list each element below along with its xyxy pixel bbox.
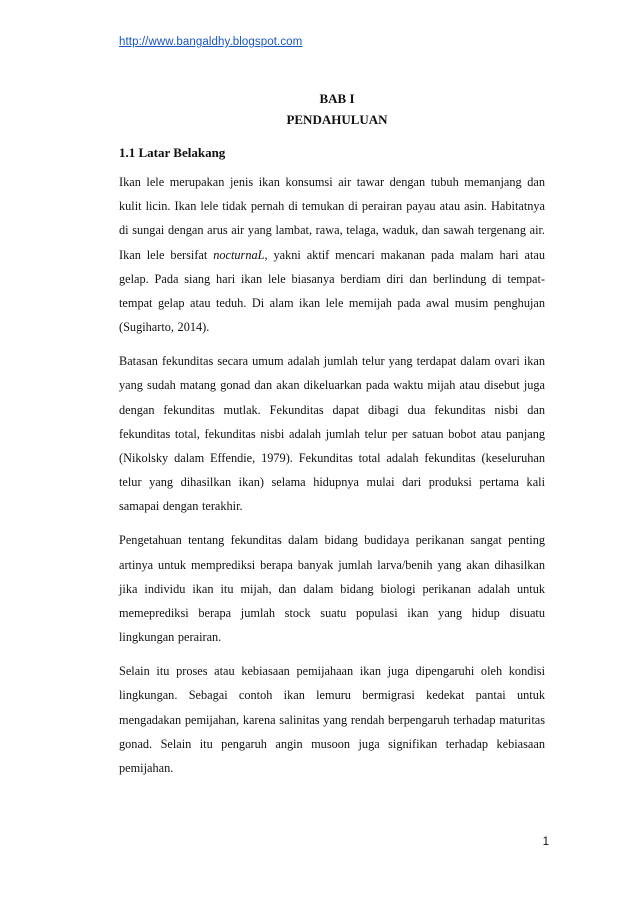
- body-text: [119, 170, 545, 790]
- section-heading: 1.1 Latar Belakang: [119, 145, 226, 160]
- chapter-title: PENDAHULUAN: [286, 112, 388, 127]
- paragraph-1-text-b: , yakni aktif mencari makanan pada malam hari atau gelap. Pada siang hari ikan lele biasanya berdiam diri dan berlindung di tempat-tempat gelap atau teduh. Di alam ikan lele memijah pada awal musim penghujan (Sugiharto, 2014).: [119, 247, 546, 335]
- page-number: 1: [542, 836, 549, 848]
- paragraph-1-text-a: Ikan lele merupakan jenis ikan konsumsi air tawar dengan tubuh memanjang dan kulit licin. Ikan lele tidak pernah di temukan di perairan payau atau asin. Habitatnya di sungai dengan arus air yang lambat, rawa, telaga, waduk, dan sawah tergenang air. Ikan lele bersifat: [119, 175, 545, 262]
- paragraph-3: Pengetahuan tentang fekunditas dalam bidang budidaya perikanan sangat penting artinya untuk memprediksi berapa banyak jumlah larva/benih yang akan dihasilkan jika individu ikan itu mijah, dan dalam bidang biologi perikanan adalah untuk memeprediksi berapa jumlah stock suatu populasi ikan yang hidup disuatu lingkungan perairan.: [119, 533, 545, 645]
- paragraph-1: [119, 170, 545, 339]
- paragraph-4: Selain itu proses atau kebiasaan pemijahaan ikan juga dipengaruhi oleh kondisi lingkungan. Sebagai contoh ikan lemuru bermigrasi kedekat pantai untuk mengadakan pemijahan, karena salinitas yang rendah berpengaruh terhadap maturitas gonad. Selain itu pengaruh angin musoon juga signifikan terhadap kebiasaan pemijahan.: [119, 664, 545, 776]
- paragraph-1-italic-term: nocturnaL: [213, 247, 265, 262]
- paragraph-2: Batasan fekunditas secara umum adalah jumlah telur yang terdapat dalam ovari ikan yang sudah matang gonad dan akan dikeluarkan pada waktu mijah atau disebut juga dengan fekunditas mutlak. Fekunditas dapat dibagi dua fekunditas nisbi dan fekunditas total, fekunditas nisbi adalah jumlah telur per satuan bobot atau panjang (Nikolsky dalam Effendie, 1979). Fekunditas total adalah fekunditas (keseluruhan telur yang dihasilkan ikan) selama hidupnya mulai dari produksi pertama kali samapai dengan terakhir.: [119, 354, 545, 514]
- header-url-link[interactable]: http://www.bangaldhy.blogspot.com: [119, 36, 303, 48]
- chapter-number: BAB I: [319, 91, 355, 106]
